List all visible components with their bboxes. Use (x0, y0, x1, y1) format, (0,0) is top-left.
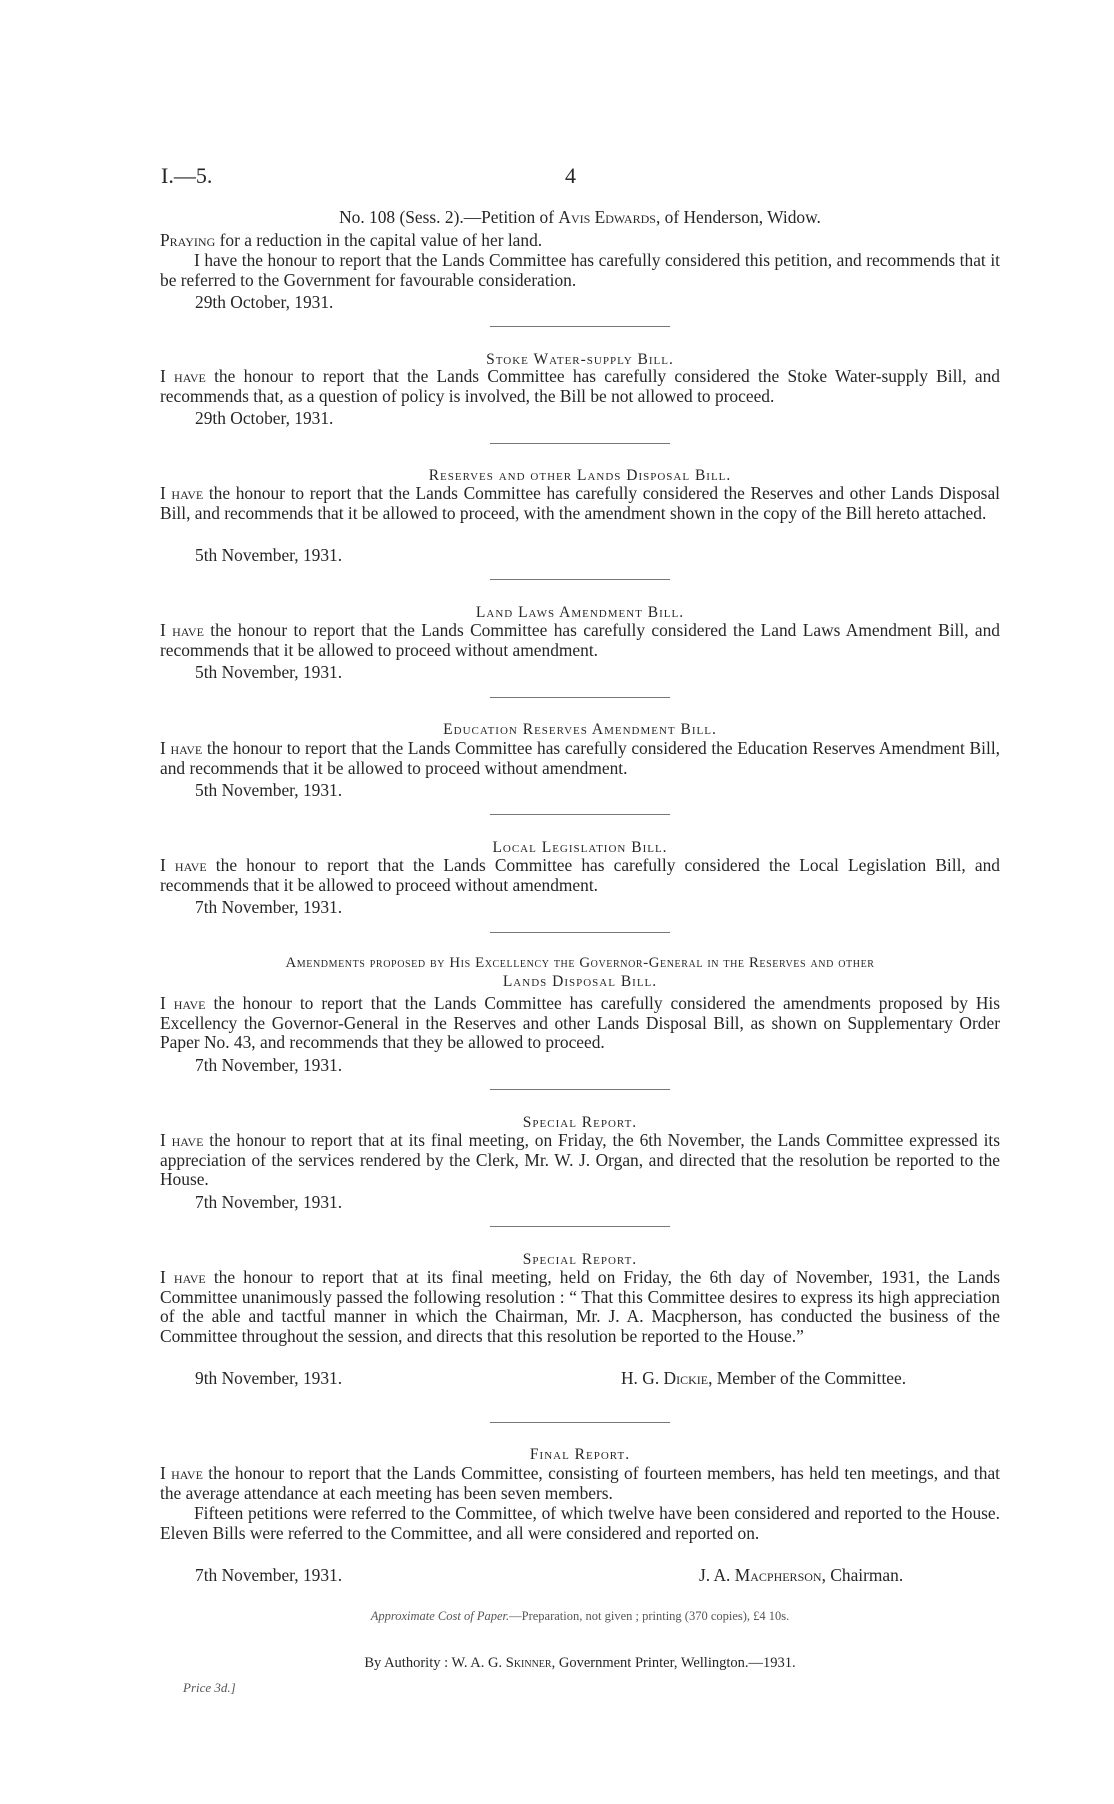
petition-title: No. 108 (Sess. 2).—Petition of Avis Edwards, of Henderson, Widow. (339, 207, 821, 227)
amendments-date: 7th November, 1931. (195, 1055, 343, 1075)
section-divider (490, 1089, 670, 1090)
stoke-bill-title: Stoke Water-supply Bill. (486, 351, 674, 368)
price-note: Price 3d.] (183, 1680, 236, 1695)
section-divider (490, 1422, 670, 1423)
petition-date: 29th October, 1931. (195, 292, 334, 312)
final-report-body-1: I have the honour to report that the Lands Committee, consisting of fourteen members, has held ten meetings, and that the average attendance at each meeting has been seven members. (160, 1463, 1001, 1503)
special-report-1-date: 7th November, 1931. (195, 1192, 343, 1212)
reserves-bill-title: Reserves and other Lands Disposal Bill. (428, 467, 732, 484)
section-divider (490, 1226, 670, 1227)
stoke-bill-date: 29th October, 1931. (195, 408, 334, 428)
petition-praying: Praying for a reduction in the capital value of her land. (160, 230, 543, 250)
amendments-title-line1: Amendments proposed by His Excellency the Governor-General in the Reserves and other (285, 955, 875, 971)
amendments-title-line2: Lands Disposal Bill. (502, 973, 658, 990)
final-report-body-2: Fifteen petitions were referred to the Committee, of which twelve have been considered and reported to the House. Eleven Bills were referred to the Committee, and all were considered and reported on. (160, 1503, 1000, 1543)
land-laws-bill-title: Land Laws Amendment Bill. (475, 604, 685, 621)
section-divider (490, 814, 670, 815)
printer-authority: By Authority : W. A. G. Skinner, Government Printer, Wellington.—1931. (364, 1655, 796, 1671)
petitioner-name: Avis Edwards (558, 207, 656, 227)
local-legislation-bill-body: I have the honour to report that the Lands Committee has carefully considered the Local Legislation Bill, and recommends that it be allowed to proceed without amendment. (160, 855, 1000, 895)
education-bill-date: 5th November, 1931. (195, 780, 343, 800)
reserves-bill-body: I have the honour to report that the Lands Committee has carefully considered the Reserves and other Lands Disposal Bill, and recommends that it be allowed to proceed, with the amendment shown in the copy of the Bill hereto attached. (160, 483, 1000, 523)
special-report-2-body: I have the honour to report that at its final meeting, held on Friday, the 6th day of November, 1931, the Lands Committee unanimously passed the following resolution : “ That this Committee desires to express its high appreciation of the able and tactful manner in which the Chairman, Mr. J. A. Macpherson, has conducted the business of the Committee throughout the session, and directs that this resolution be reported to the House.” (160, 1267, 1000, 1346)
amendments-body: I have the honour to report that the Lands Committee has carefully considered the amendments proposed by His Excellency the Governor-General in the Reserves and other Lands Disposal Bill, as shown on Supplementary Order Paper No. 43, and recommends that they be allowed to proceed. (160, 993, 1000, 1053)
final-report-title: Final Report. (529, 1446, 631, 1463)
section-divider (490, 697, 670, 698)
special-report-2-signatory: H. G. Dickie, Member of the Committee. (621, 1368, 907, 1388)
special-report-1-body: I have the honour to report that at its final meeting, on Friday, the 6th November, the Lands Committee expressed its appreciation of the services rendered by the Clerk, Mr. W. J. Organ, and directed that the resolution be reported to the House. (160, 1130, 1001, 1190)
page-number: 4 (565, 163, 576, 188)
section-divider (490, 326, 670, 327)
stoke-bill-body: I have the honour to report that the Lands Committee has carefully considered the Stoke Water-supply Bill, and recommends that, as a question of policy is involved, the Bill be not allowed to proceed. (160, 366, 1000, 406)
land-laws-bill-date: 5th November, 1931. (195, 662, 343, 682)
petition-body: I have the honour to report that the Lands Committee has carefully considered this petition, and recommends that it be referred to the Government for favourable consideration. (160, 250, 1000, 290)
reserves-bill-date: 5th November, 1931. (195, 545, 343, 565)
education-bill-title: Education Reserves Amendment Bill. (443, 721, 717, 738)
section-divider (490, 443, 670, 444)
local-legislation-bill-title: Local Legislation Bill. (492, 839, 668, 856)
final-report-date: 7th November, 1931. (195, 1565, 343, 1585)
special-report-2-date: 9th November, 1931. (195, 1368, 343, 1388)
section-divider (490, 932, 670, 933)
special-report-1-title: Special Report. (522, 1114, 638, 1131)
land-laws-bill-body: I have the honour to report that the Lands Committee has carefully considered the Land Laws Amendment Bill, and recommends that it be allowed to proceed without amendment. (160, 620, 1000, 660)
paper-reference: I.—5. (161, 163, 213, 188)
special-report-2-title: Special Report. (522, 1251, 638, 1268)
local-legislation-bill-date: 7th November, 1931. (195, 897, 343, 917)
final-report-signatory: J. A. Macpherson, Chairman. (699, 1565, 904, 1585)
education-bill-body: I have the honour to report that the Lands Committee has carefully considered the Education Reserves Amendment Bill, and recommends that it be allowed to proceed without amendment. (160, 738, 1000, 778)
cost-of-paper: Approximate Cost of Paper.—Preparation, not given ; printing (370 copies), £4 10s. (370, 1609, 790, 1623)
section-divider (490, 579, 670, 580)
